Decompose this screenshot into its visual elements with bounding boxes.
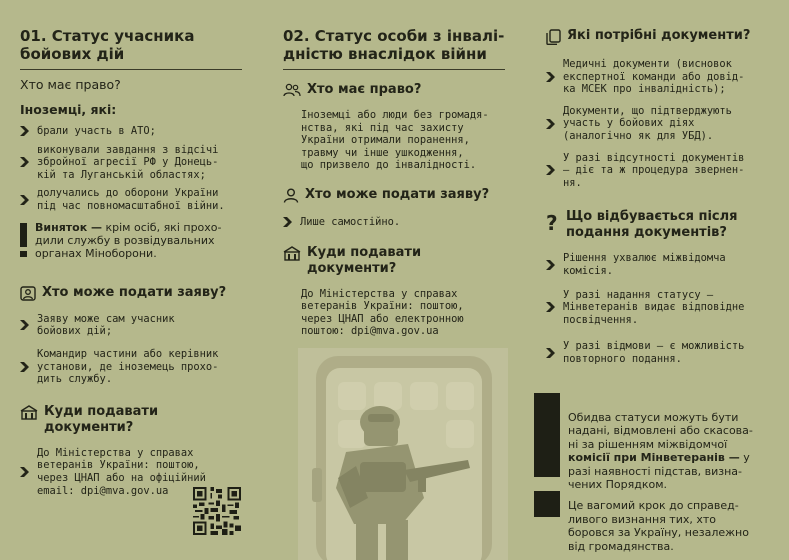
chevron-right-icon xyxy=(20,362,29,372)
documents-icon xyxy=(546,29,561,45)
section-title-disability: 02. Статус особи з інвалі- дністю внаслідок війни xyxy=(283,27,505,63)
list-item: У разі відмови — є можливість повторного подання. xyxy=(546,340,768,365)
chevron-right-icon xyxy=(546,348,555,358)
list-item: Командир частини або керівник установи, де іноземець прохо- дить службу. xyxy=(20,348,242,386)
heading-where-to-submit: Куди подавати документи? xyxy=(283,245,505,277)
who-has-right-label: Хто має право? xyxy=(20,77,121,92)
document-user-icon xyxy=(20,286,36,301)
list-item: Лише самостійно. xyxy=(283,216,505,229)
building-icon xyxy=(20,405,38,420)
column-documents xyxy=(546,0,768,366)
chevron-right-icon xyxy=(20,320,29,330)
list-item: До Міністерства у справах ветеранів України: поштою, через ЦНАП або на офіційний email: dpi@mva.gov.ua xyxy=(20,447,242,497)
chevron-right-icon xyxy=(20,195,29,205)
chevron-right-icon xyxy=(283,217,292,227)
chevron-right-icon xyxy=(546,165,555,175)
soldier-phone-photo xyxy=(298,348,508,560)
list-item: долучались до оборони України під час повномасштабної війни. xyxy=(20,187,242,212)
heading-who-can-apply: Хто може подати заяву? xyxy=(20,285,242,301)
question-mark-icon: ? xyxy=(546,211,558,236)
list-item: Рішення ухвалює міжвідомча комісія. xyxy=(546,252,768,277)
chevron-right-icon xyxy=(20,126,29,136)
list-item: Документи, що підтверджують участь у бойових діях (аналогічно як для УБД). xyxy=(546,105,768,143)
column-combatant-status xyxy=(20,0,242,497)
list-item: У разі надання статусу — Мінветеранів видає відповідне посвідчення. xyxy=(546,289,768,327)
heading-required-documents: Які потрібні документи? xyxy=(546,28,768,45)
chevron-right-icon xyxy=(20,157,29,167)
foreigners-label: Іноземці, які: xyxy=(20,102,117,117)
chevron-right-icon xyxy=(20,467,29,477)
user-icon xyxy=(283,188,299,203)
chevron-right-icon xyxy=(546,72,555,82)
list-item: Медичні документи (висновок експертної команди або довід- ка МСЕК про інвалідність); xyxy=(546,58,768,96)
chevron-right-icon xyxy=(546,119,555,129)
divider xyxy=(283,69,505,70)
list-item: брали участь в АТО; xyxy=(20,125,242,138)
heading-who-can-apply: Хто може подати заяву? xyxy=(283,187,505,203)
qr-code[interactable] xyxy=(193,487,241,535)
heading-where-to-submit: Куди подавати документи? xyxy=(20,404,242,436)
chevron-right-icon xyxy=(546,260,555,270)
final-note: Обидва статуси можуть бути надані, відмовлені або скасова- ні за рішенням міжвідомчої комісії при Мінветеранів — у разі наявності підстав, визна- чених Порядком. Це вагомий крок до справед- ливого визнання тих, хто боровся за Україну, незалежно від громадянства. xyxy=(568,411,753,553)
chevron-right-icon xyxy=(546,302,555,312)
building-icon xyxy=(283,246,301,261)
list-item: Заяву може сам учасник бойових дій; xyxy=(20,313,242,338)
users-icon xyxy=(283,83,301,97)
who-has-right-text: Іноземці або люди без громадя- нства, які під час захисту України отримали поранення, травму чи інше ушкодження, що призвело до інвалідності. xyxy=(301,109,489,172)
exception-note: Виняток — крім осіб, які прохо- дили службу в розвідувальних органах Міноборони. xyxy=(20,221,242,261)
column-disability-status xyxy=(283,0,505,338)
heading-after-submission: ? Що відбувається після подання документів? xyxy=(546,209,738,241)
where-to-submit-text: До Міністерства у справах ветеранів України: поштою, через ЦНАП або електронною поштою: dpi@mva.gov.ua xyxy=(301,287,464,338)
list-item: У разі відсутності документів — діє та ж процедура звернен- ня. xyxy=(546,152,768,190)
section-title-combatant: 01. Статус учасника бойових дій xyxy=(20,27,195,63)
exclamation-icon xyxy=(20,223,27,257)
heading-who-has-right: Хто має право? xyxy=(283,82,505,98)
list-item: виконували завдання з відсічі збройної агресії РФ у Донець- кій та Луганській областях; xyxy=(20,144,242,182)
exclamation-icon xyxy=(534,393,560,525)
divider xyxy=(20,69,242,70)
